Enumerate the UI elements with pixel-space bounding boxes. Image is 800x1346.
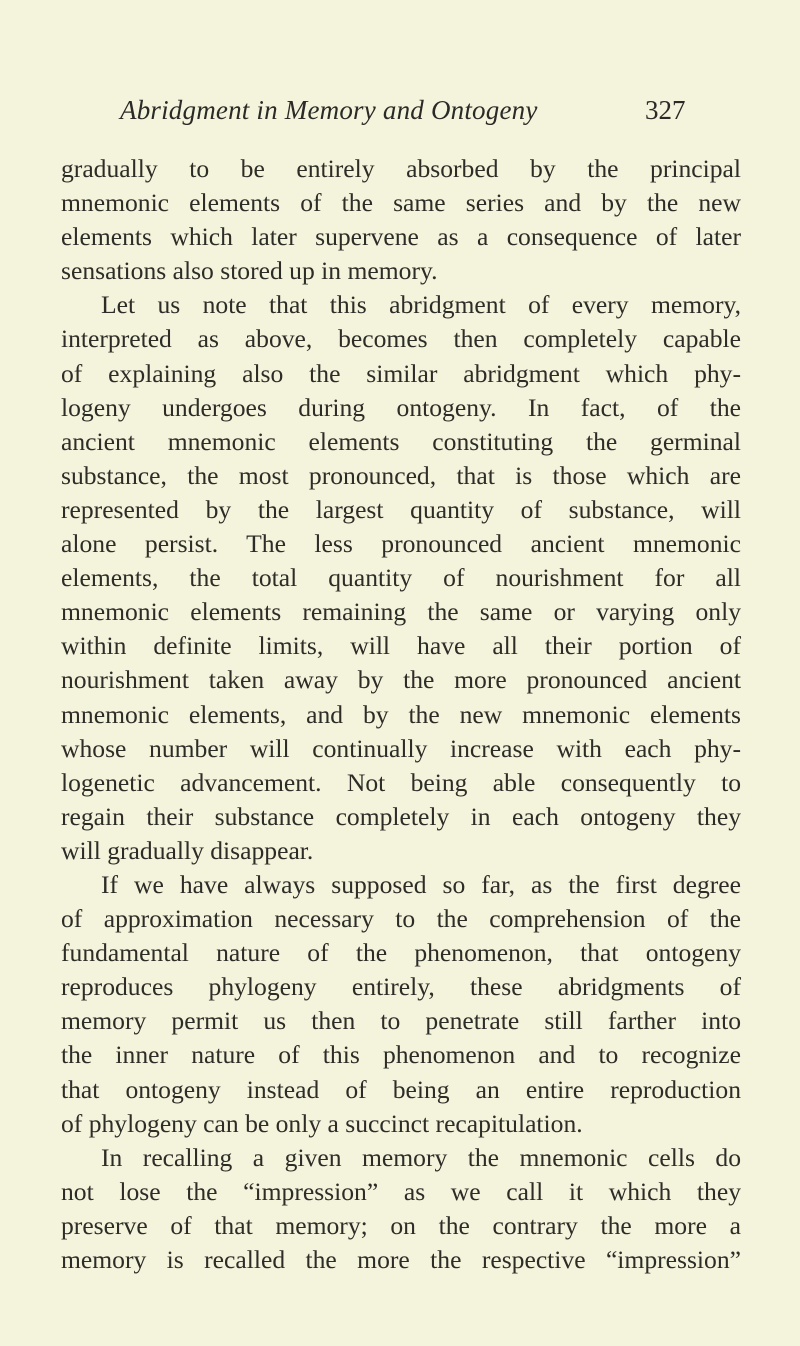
text-line: regain their substance completely in each ontogeny they (61, 801, 741, 831)
text-line: within definite limits, will have all their portion of (61, 631, 741, 661)
text-line: In recalling a given memory the mnemonic cells do (101, 1142, 741, 1172)
text-line: preserve of that memory; on the contrary the more a (61, 1210, 741, 1240)
text-line: of approximation necessary to the comprehension of the (61, 904, 741, 934)
paragraph (61, 288, 741, 868)
text-line: whose number will continually increase with each phy- (61, 733, 741, 763)
running-title: Abridgment in Memory and Ontogeny (120, 95, 538, 125)
paragraph (61, 1141, 741, 1277)
text-line: mnemonic elements, and by the new mnemonic elements (61, 699, 741, 729)
body-text (61, 152, 741, 1277)
text-line: represented by the largest quantity of substance, will (61, 494, 741, 524)
text-line: nourishment taken away by the more pronounced ancient (61, 665, 741, 695)
text-line: not lose the “impression” as we call it which they (61, 1176, 741, 1206)
text-line: ancient mnemonic elements constituting the germinal (61, 426, 741, 456)
text-line: fundamental nature of the phenomenon, that ontogeny (61, 938, 741, 968)
text-line: interpreted as above, becomes then completely capable (61, 324, 741, 354)
text-line: gradually to be entirely absorbed by the principal (61, 154, 741, 183)
text-line: alone persist. The less pronounced ancient mnemonic (61, 529, 741, 559)
text-line: elements, the total quantity of nourishment for all (61, 563, 741, 593)
text-line: logeny undergoes during ontogeny. In fact, of the (61, 392, 741, 422)
text-line: reproduces phylogeny entirely, these abridgments of (61, 972, 741, 1002)
paragraph (61, 868, 741, 1141)
text-line: that ontogeny instead of being an entire reproduction (61, 1074, 741, 1104)
text-line: mnemonic elements remaining the same or varying only (61, 597, 741, 627)
text-line: memory permit us then to penetrate still farther into (61, 1006, 741, 1036)
text-line: will gradually disappear. (61, 835, 314, 865)
text-line: memory is recalled the more the respective “impression” (61, 1245, 741, 1274)
paragraph (61, 152, 741, 288)
text-line: substance, the most pronounced, that is those which are (61, 460, 741, 490)
text-line: mnemonic elements of the same series and by the new (61, 188, 741, 218)
running-head (0, 95, 800, 135)
text-line: the inner nature of this phenomenon and to recognize (61, 1040, 741, 1070)
text-line: If we have always supposed so far, as the first degree (101, 869, 741, 899)
text-line: Let us note that this abridgment of every memory, (101, 290, 741, 320)
text-line: of explaining also the similar abridgment which phy- (61, 358, 741, 388)
text-line: elements which later supervene as a consequence of later (61, 222, 741, 252)
text-line: logenetic advancement. Not being able consequently to (61, 767, 741, 797)
page-number: 327 (645, 95, 686, 125)
text-line: of phylogeny can be only a succinct recapitulation. (61, 1108, 583, 1138)
text-line: sensations also stored up in memory. (61, 256, 438, 286)
